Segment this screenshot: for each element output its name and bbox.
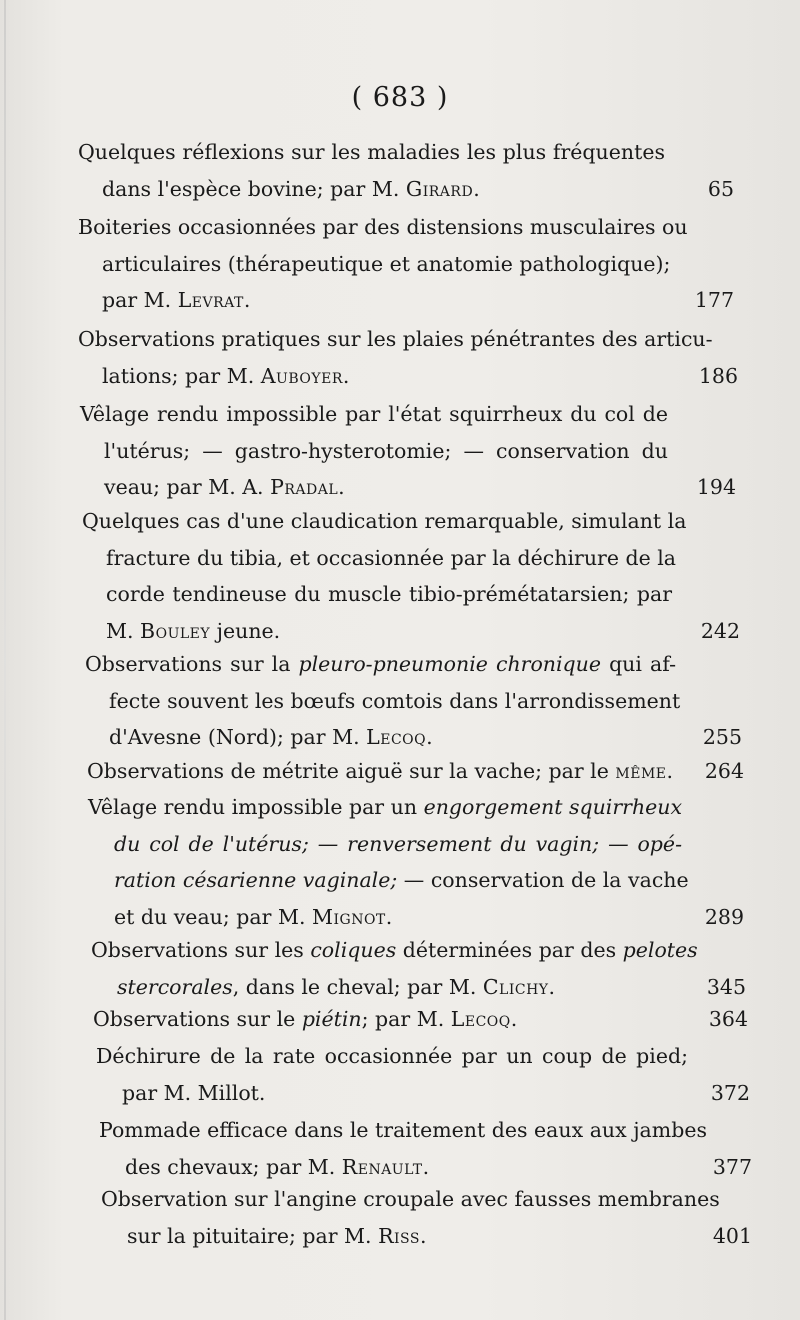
toc-entry-text xyxy=(117,969,555,1006)
toc-entry-line xyxy=(78,134,734,171)
page-spine-shadow xyxy=(4,0,6,1320)
toc-entry-text xyxy=(80,396,668,433)
page-reference: 65 xyxy=(707,176,734,201)
entry-title-text: Observations sur le xyxy=(93,1007,302,1031)
entry-author: Pradal xyxy=(270,475,339,499)
toc-entry-line xyxy=(82,576,740,613)
entry-author: Bouley xyxy=(140,618,211,643)
entry-title-text: Boiteries occasionnées par des distensions musculaires ou xyxy=(78,215,688,239)
entry-title-text: Déchirure de la rate occasionnée par un coup de pied; xyxy=(96,1044,688,1068)
toc-entry xyxy=(99,1112,752,1185)
entry-author: Mignot xyxy=(311,904,386,929)
page-reference: 264 xyxy=(704,759,744,783)
entry-title-text: et du veau; par M. xyxy=(114,904,312,929)
toc-entry-line xyxy=(101,1181,752,1218)
toc-entry-line xyxy=(80,396,736,433)
toc-entry-text xyxy=(78,209,688,246)
toc-entry-line xyxy=(93,1001,748,1038)
toc-entry-text xyxy=(114,826,682,863)
toc-entry-text xyxy=(106,576,672,613)
entry-italic-text: pelotes xyxy=(622,938,698,962)
toc-entry-line xyxy=(80,469,736,506)
entry-title-text: Quelques cas d'une claudication remarquable, simulant la xyxy=(82,509,687,533)
entry-title-text: déterminées par des xyxy=(396,938,623,962)
page-reference: 401 xyxy=(712,1223,752,1248)
toc-entry xyxy=(101,1181,752,1254)
toc-entry xyxy=(78,321,738,394)
toc-entry-text xyxy=(114,899,392,936)
toc-entry-line xyxy=(78,209,734,246)
toc-entry-text xyxy=(88,789,682,826)
entry-title-text: Vêlage rendu impossible par un xyxy=(88,795,424,819)
entry-title-text: . xyxy=(385,904,393,929)
toc-entry-line xyxy=(82,613,740,650)
toc-entry-line xyxy=(91,932,746,969)
entry-title-text: Observations pratiques sur les plaies pénétrantes des articu- xyxy=(78,327,713,351)
page-reference: 289 xyxy=(704,904,744,929)
toc-entry-text xyxy=(96,1038,688,1075)
entry-title-text: . xyxy=(426,725,433,749)
toc-entry-text xyxy=(102,171,480,208)
entry-italic-text: coliques xyxy=(310,938,397,962)
toc-entry-text xyxy=(109,683,681,720)
page-reference: 377 xyxy=(712,1154,752,1179)
entry-title-text: par M. Millot. xyxy=(122,1080,266,1105)
entry-title-text: Observations sur la xyxy=(85,652,299,676)
page-reference: 186 xyxy=(698,363,738,388)
toc-entry-text xyxy=(102,358,349,395)
entry-title-text: l'utérus; — gastro-hysterotomie; — conservation du xyxy=(104,438,668,463)
page-reference: 345 xyxy=(706,974,746,999)
toc-entry-line xyxy=(88,862,744,899)
entry-title-text: M. xyxy=(106,618,141,643)
entry-title-text: — conservation de la vache xyxy=(397,868,689,892)
entry-author: Levrat xyxy=(177,288,244,312)
toc-entry-text xyxy=(106,613,280,650)
toc-entry-line xyxy=(101,1218,752,1255)
toc-entry xyxy=(85,646,742,756)
entry-title-text: qui af- xyxy=(601,652,676,676)
entry-title-text: fecte souvent les bœufs comtois dans l'arrondissement xyxy=(109,688,681,713)
entry-title-text: corde tendineuse du muscle tibio-prémétatarsien; par xyxy=(106,582,672,606)
entry-title-text: Vêlage rendu impossible par l'état squirrheux du col de xyxy=(80,402,668,426)
entry-title-text: Observations de métrite aiguë sur la vache; par le xyxy=(87,759,616,783)
toc-entry-text xyxy=(102,246,671,283)
toc-entry-text xyxy=(91,932,698,969)
toc-entry-line xyxy=(78,171,734,208)
entry-title-text: par M. xyxy=(102,288,178,312)
entry-title-text: . xyxy=(342,363,350,388)
entry-title-text: , dans le cheval; par M. xyxy=(232,974,483,999)
entry-title-text: ; par M. xyxy=(361,1007,451,1031)
entry-title-text: . xyxy=(548,974,556,999)
toc-entry xyxy=(91,932,746,1005)
toc-entry-text xyxy=(78,134,665,171)
entry-author: Riss xyxy=(378,1223,420,1248)
toc-entry-line xyxy=(99,1112,752,1149)
entry-title-text: . xyxy=(419,1223,427,1248)
toc-entry-line xyxy=(88,826,744,863)
toc-entry xyxy=(82,503,740,649)
toc-entry-text xyxy=(101,1181,720,1218)
entry-title-text: fracture du tibia, et occasionnée par la déchirure de la xyxy=(106,545,677,570)
toc-entry-text xyxy=(104,469,345,506)
toc-entry-line xyxy=(85,719,742,756)
toc-entry-line xyxy=(85,683,742,720)
toc-entry-text xyxy=(122,1075,265,1112)
entry-title-text: . xyxy=(666,759,674,783)
page-reference: 242 xyxy=(700,618,740,643)
toc-entry-text xyxy=(99,1112,707,1149)
toc-entry-text xyxy=(125,1149,429,1186)
entry-title-text: . xyxy=(338,475,345,499)
entry-title-text: Pommade efficace dans le traitement des eaux aux jambes xyxy=(99,1118,707,1142)
entry-italic-text: stercorales xyxy=(117,974,233,999)
entry-italic-text: pleuro-pneumonie chronique xyxy=(298,652,602,676)
toc-entry-line xyxy=(88,899,744,936)
entry-title-text: Observation sur l'angine croupale avec fausses membranes xyxy=(101,1187,720,1211)
entry-title-text: . xyxy=(422,1154,430,1179)
entry-author: même xyxy=(615,759,667,783)
toc-entry xyxy=(87,753,744,790)
toc-entry-text xyxy=(87,753,673,790)
toc-entry-text xyxy=(85,646,676,683)
toc-entry-line xyxy=(96,1075,750,1112)
page-reference: 255 xyxy=(702,725,742,749)
entry-title-text: . xyxy=(510,1007,518,1031)
toc-entry-text xyxy=(109,719,433,756)
entry-author: Auboyer xyxy=(260,363,343,388)
toc-entry-text xyxy=(82,503,687,540)
toc-entry-line xyxy=(78,246,734,283)
toc-entry-line xyxy=(80,433,736,470)
toc-entry-text xyxy=(102,282,250,319)
entry-title-text: lations; par M. xyxy=(102,363,261,388)
entry-italic-text: ration césarienne vaginale; xyxy=(114,868,398,892)
entry-title-text: Observations sur les xyxy=(91,938,311,962)
toc-entry-line xyxy=(78,282,734,319)
entry-title-text: sur la pituitaire; par M. xyxy=(127,1223,379,1248)
toc-entry-line xyxy=(85,646,742,683)
toc-entry-text xyxy=(114,862,689,899)
entry-author: Lecoq xyxy=(450,1007,511,1031)
toc-entry-text xyxy=(106,540,677,577)
page-reference: 364 xyxy=(708,1007,748,1031)
entry-title-text: dans l'espèce bovine; par M. xyxy=(102,176,406,201)
toc-entry xyxy=(78,134,734,207)
page-reference: 372 xyxy=(710,1080,750,1105)
toc-entry-line xyxy=(82,540,740,577)
entry-author: Lecoq xyxy=(366,725,427,749)
toc-entry-line xyxy=(78,321,738,358)
toc-entry-line xyxy=(99,1149,752,1186)
page-reference: 177 xyxy=(694,288,734,312)
entry-title-text: d'Avesne (Nord); par M. xyxy=(109,725,367,749)
page-number: ( 683 ) xyxy=(351,82,449,113)
toc-entry-text xyxy=(127,1218,427,1255)
entry-title-text: articulaires (thérapeutique et anatomie pathologique); xyxy=(102,251,671,276)
toc-entry xyxy=(80,396,736,506)
entry-author: Girard xyxy=(405,176,474,201)
toc-entry-text xyxy=(93,1001,517,1038)
entry-title-text: . xyxy=(243,288,251,312)
toc-entry xyxy=(93,1001,748,1038)
entry-title-text: jeune. xyxy=(210,618,281,643)
entry-author: Clichy xyxy=(482,974,549,999)
toc-entry xyxy=(88,789,744,935)
entry-italic-text: du col de l'utérus; — renversement du vagin; — opé- xyxy=(114,831,682,856)
toc-entry-line xyxy=(88,789,744,826)
entry-title-text: Quelques réflexions sur les maladies les plus fréquentes xyxy=(78,140,665,164)
toc-entry-line xyxy=(78,358,738,395)
toc-entry xyxy=(78,209,734,319)
page-reference: 194 xyxy=(696,475,736,499)
toc-entry-line xyxy=(96,1038,750,1075)
entry-italic-text: piétin xyxy=(301,1007,362,1031)
entry-title-text: veau; par M. A. xyxy=(104,475,271,499)
toc-entry-text xyxy=(104,433,668,470)
toc-entry xyxy=(96,1038,750,1111)
toc-entry-line xyxy=(82,503,740,540)
toc-entry-line xyxy=(91,969,746,1006)
entry-title-text: . xyxy=(473,176,480,201)
toc-entry-text xyxy=(78,321,713,358)
toc-entry-line xyxy=(87,753,744,790)
entry-author: Renault xyxy=(341,1154,423,1179)
entry-italic-text: engorgement squirrheux xyxy=(423,795,683,819)
entry-title-text: des chevaux; par M. xyxy=(125,1154,342,1179)
